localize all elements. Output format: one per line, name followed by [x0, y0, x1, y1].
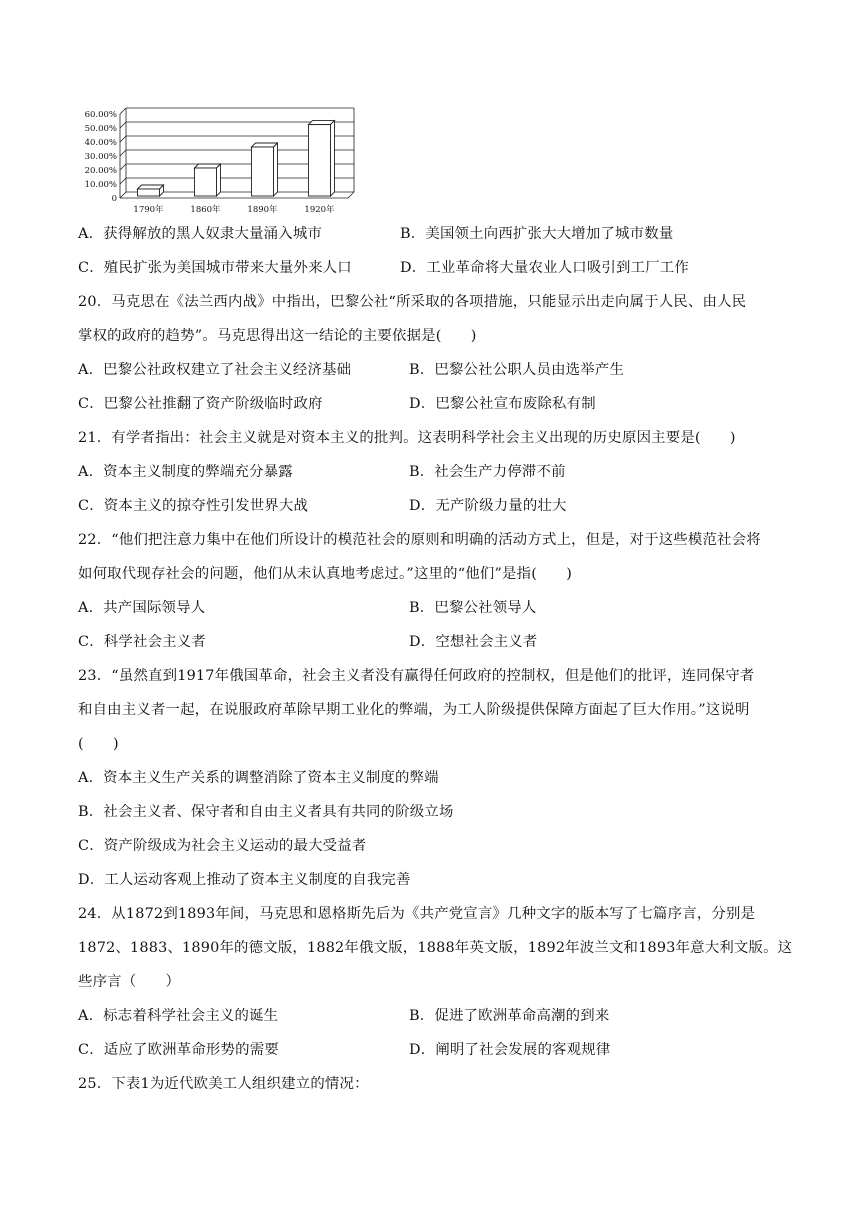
q23-stem-line-1: 23．“虽然直到1917年俄国革命，社会主义者没有赢得任何政府的控制权，但是他们的批评，连同保守者: [78, 668, 755, 684]
gridline-side: [120, 178, 126, 184]
q24-stem-line-3: 些序言（ ）: [78, 974, 181, 990]
q21-option-b[interactable]: B．社会生产力停滞不前: [409, 464, 566, 480]
q22-option-c[interactable]: C．科学社会主义者: [78, 634, 206, 650]
y-tick-label: 30.00%: [84, 152, 117, 162]
chart-y-tick-labels: [85, 110, 117, 204]
q22-option-d[interactable]: D．空想社会主义者: [409, 634, 538, 650]
q23-stem-line-3: ( ): [78, 736, 119, 752]
bar-side: [331, 121, 335, 196]
y-tick-label: 0: [111, 194, 117, 204]
q24-stem-line-2: 1872、1883、1890年的德文版，1882年俄文版，1888年英文版，1892年波兰文和1893年意大利文版。这: [78, 940, 793, 956]
y-tick-label: 40.00%: [84, 138, 117, 148]
gridline-side: [120, 192, 126, 198]
chart-bars: [138, 121, 335, 196]
gridline-side: [120, 108, 126, 114]
urbanization-bar-chart: [78, 102, 362, 218]
q22-stem-line-2: 如何取代现存社会的问题，他们从未认真地考虑过。”这里的“他们”是指( ): [78, 566, 573, 582]
q21-option-a[interactable]: A．资本主义制度的弊端充分暴露: [78, 464, 293, 480]
q20-stem-line-2: 掌权的政府的趋势”。马克思得出这一结论的主要依据是( ): [78, 328, 477, 344]
q20-stem-line-1: 20．马克思在《法兰西内战》中指出，巴黎公社“所采取的各项措施，只能显示出走向属于人民、由人民: [78, 294, 747, 310]
q22-option-a[interactable]: A．共产国际领导人: [78, 600, 206, 616]
bar-side: [274, 143, 278, 196]
x-tick-label: 1920年: [304, 205, 335, 215]
q24-option-c[interactable]: C．适应了欧洲革命形势的需要: [78, 1042, 279, 1058]
q24-stem-line-1: 24．从1872到1893年间，马克思和恩格斯先后为《共产党宣言》几种文字的版本写了七篇序言，分别是: [78, 906, 756, 922]
q23-option-c[interactable]: C．资产阶级成为社会主义运动的最大受益者: [78, 838, 367, 854]
q22-stem-line-1: 22．“他们把注意力集中在他们所设计的模范社会的原则和明确的活动方式上，但是，对于这些模范社会将: [78, 532, 761, 548]
y-tick-label: 60.00%: [84, 110, 117, 120]
floor-edge: [348, 192, 354, 198]
y-tick-label: 10.00%: [84, 180, 117, 190]
x-tick-label: 1890年: [247, 205, 278, 215]
q21-option-c[interactable]: C．资本主义的掠夺性引发世界大战: [78, 498, 309, 514]
q20-option-b[interactable]: B．巴黎公社公职人员由选举产生: [409, 362, 625, 378]
x-tick-label: 1790年: [133, 205, 164, 215]
bar-side: [217, 164, 221, 196]
q23-option-a[interactable]: A．资本主义生产关系的调整消除了资本主义制度的弊端: [78, 770, 439, 786]
q25-stem-line-1: 25．下表1为近代欧美工人组织建立的情况：: [78, 1076, 369, 1092]
bar: [195, 168, 217, 196]
q21-stem-line-1: 21．有学者指出：社会主义就是对资本主义的批判。这表明科学社会主义出现的历史原因主要是( ): [78, 430, 736, 446]
q20-option-c[interactable]: C．巴黎公社推翻了资产阶级临时政府: [78, 396, 323, 412]
bar: [138, 189, 160, 196]
chart-x-tick-labels: [133, 204, 335, 215]
q23-option-d[interactable]: D．工人运动客观上推动了资本主义制度的自我完善: [78, 872, 411, 888]
q19-option-d[interactable]: D．工业革命将大量农业人口吸引到工厂工作: [400, 260, 689, 276]
q24-option-a[interactable]: A．标志着科学社会主义的诞生: [78, 1008, 279, 1024]
q19-option-a[interactable]: A．获得解放的黑人奴隶大量涌入城市: [78, 226, 323, 242]
q24-option-b[interactable]: B．促进了欧洲革命高潮的到来: [409, 1008, 610, 1024]
q20-option-d[interactable]: D．巴黎公社宣布废除私有制: [409, 396, 596, 412]
q24-option-d[interactable]: D．阐明了社会发展的客观规律: [409, 1042, 611, 1058]
x-tick-label: 1860年: [190, 205, 221, 215]
y-tick-label: 20.00%: [84, 166, 117, 176]
q22-option-b[interactable]: B．巴黎公社领导人: [409, 600, 537, 616]
q19-option-b[interactable]: B．美国领土向西扩张大大增加了城市数量: [400, 226, 674, 242]
q19-option-c[interactable]: C．殖民扩张为美国城市带来大量外来人口: [78, 260, 352, 276]
q23-stem-line-2: 和自由主义者一起，在说服政府革除早期工业化的弊端，为工人阶级提供保障方面起了巨大作用。”这说明: [78, 702, 750, 718]
q20-option-a[interactable]: A．巴黎公社政权建立了社会主义经济基础: [78, 362, 352, 378]
gridline-side: [120, 136, 126, 142]
gridline-side: [120, 150, 126, 156]
q23-option-b[interactable]: B．社会主义者、保守者和自由主义者具有共同的阶级立场: [78, 804, 454, 820]
bar: [252, 147, 274, 196]
gridline-side: [120, 122, 126, 128]
y-tick-label: 50.00%: [84, 124, 117, 134]
gridline-side: [120, 164, 126, 170]
bar: [309, 125, 331, 196]
q21-option-d[interactable]: D．无产阶级力量的壮大: [409, 498, 567, 514]
